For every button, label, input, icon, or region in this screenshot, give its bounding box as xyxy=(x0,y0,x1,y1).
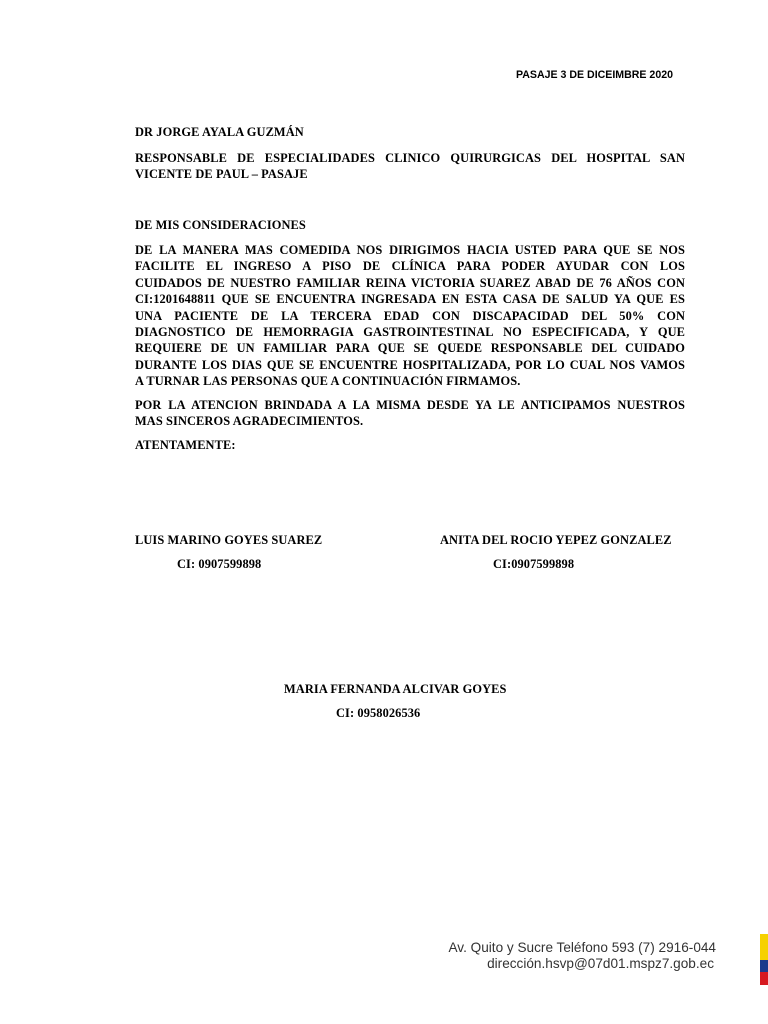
paragraph-line: POR LA ATENCION BRINDADA A LA MISMA DESDE YA LE ANTICIPAMOS NUESTROS xyxy=(135,398,685,412)
signature-name: MARIA FERNANDA ALCIVAR GOYES xyxy=(284,682,507,696)
recipient-title-line: VICENTE DE PAUL – PASAJE xyxy=(135,167,308,182)
closing: ATENTAMENTE: xyxy=(135,438,236,452)
signature-id: CI: 0907599898 xyxy=(177,557,262,571)
paragraph-line: MAS SINCEROS AGRADECIMIENTOS. xyxy=(135,414,364,429)
body-paragraph-1 xyxy=(135,242,685,390)
paragraph-line: DIAGNOSTICO DE HEMORRAGIA GASTROINTESTINAL NO ESPECIFICADA, Y QUE xyxy=(135,325,685,340)
paragraph-line: REQUIERE DE UN FAMILIAR PARA QUE SE QUEDE RESPONSABLE DEL CUIDADO xyxy=(135,341,685,356)
paragraph-line: UNA PACIENTE DE LA TERCERA EDAD CON DISCAPACIDAD DEL 50% CON xyxy=(135,308,685,323)
flag-red-band xyxy=(760,972,768,985)
footer-address: Av. Quito y Sucre Teléfono 593 (7) 2916-044 xyxy=(448,940,716,955)
paragraph-line: FACILITE EL INGRESO A PISO DE CLÍNICA PARA PODER AYUDAR CON LOS xyxy=(135,259,685,274)
footer-email: dirección.hsvp@07d01.mspz7.gob.ec xyxy=(487,956,714,971)
flag-yellow-band xyxy=(760,934,768,960)
ecuador-flag-stripe xyxy=(760,934,768,1024)
flag-blue-band xyxy=(760,960,768,972)
signature-id: CI: 0958026536 xyxy=(336,706,421,720)
body-paragraph-2 xyxy=(135,397,685,430)
paragraph-line: DURANTE LOS DIAS QUE SE ENCUENTRE HOSPITALIZADA, POR LO CUAL NOS VAMOS xyxy=(135,357,685,372)
recipient-name: DR JORGE AYALA GUZMÁN xyxy=(135,125,304,139)
recipient-title xyxy=(135,150,685,183)
recipient-title-line: RESPONSABLE DE ESPECIALIDADES CLINICO QUIRURGICAS DEL HOSPITAL SAN xyxy=(135,151,685,165)
signature-name: LUIS MARINO GOYES SUAREZ xyxy=(135,533,323,547)
paragraph-line: CUIDADOS DE NUESTRO FAMILIAR REINA VICTORIA SUAREZ ABAD DE 76 AÑOS CON xyxy=(135,275,685,290)
paragraph-line: A TURNAR LAS PERSONAS QUE A CONTINUACIÓN FIRMAMOS. xyxy=(135,374,521,389)
paragraph-line: DE LA MANERA MAS COMEDIDA NOS DIRIGIMOS HACIA USTED PARA QUE SE NOS xyxy=(135,243,685,257)
signature-name: ANITA DEL ROCIO YEPEZ GONZALEZ xyxy=(440,533,672,547)
paragraph-line: CI:1201648811 QUE SE ENCUENTRA INGRESADA EN ESTA CASA DE SALUD YA QUE ES xyxy=(135,292,685,307)
salutation: DE MIS CONSIDERACIONES xyxy=(135,218,306,232)
letter-date: PASAJE 3 DE DICEIMBRE 2020 xyxy=(516,69,673,81)
signature-id: CI:0907599898 xyxy=(493,557,575,571)
